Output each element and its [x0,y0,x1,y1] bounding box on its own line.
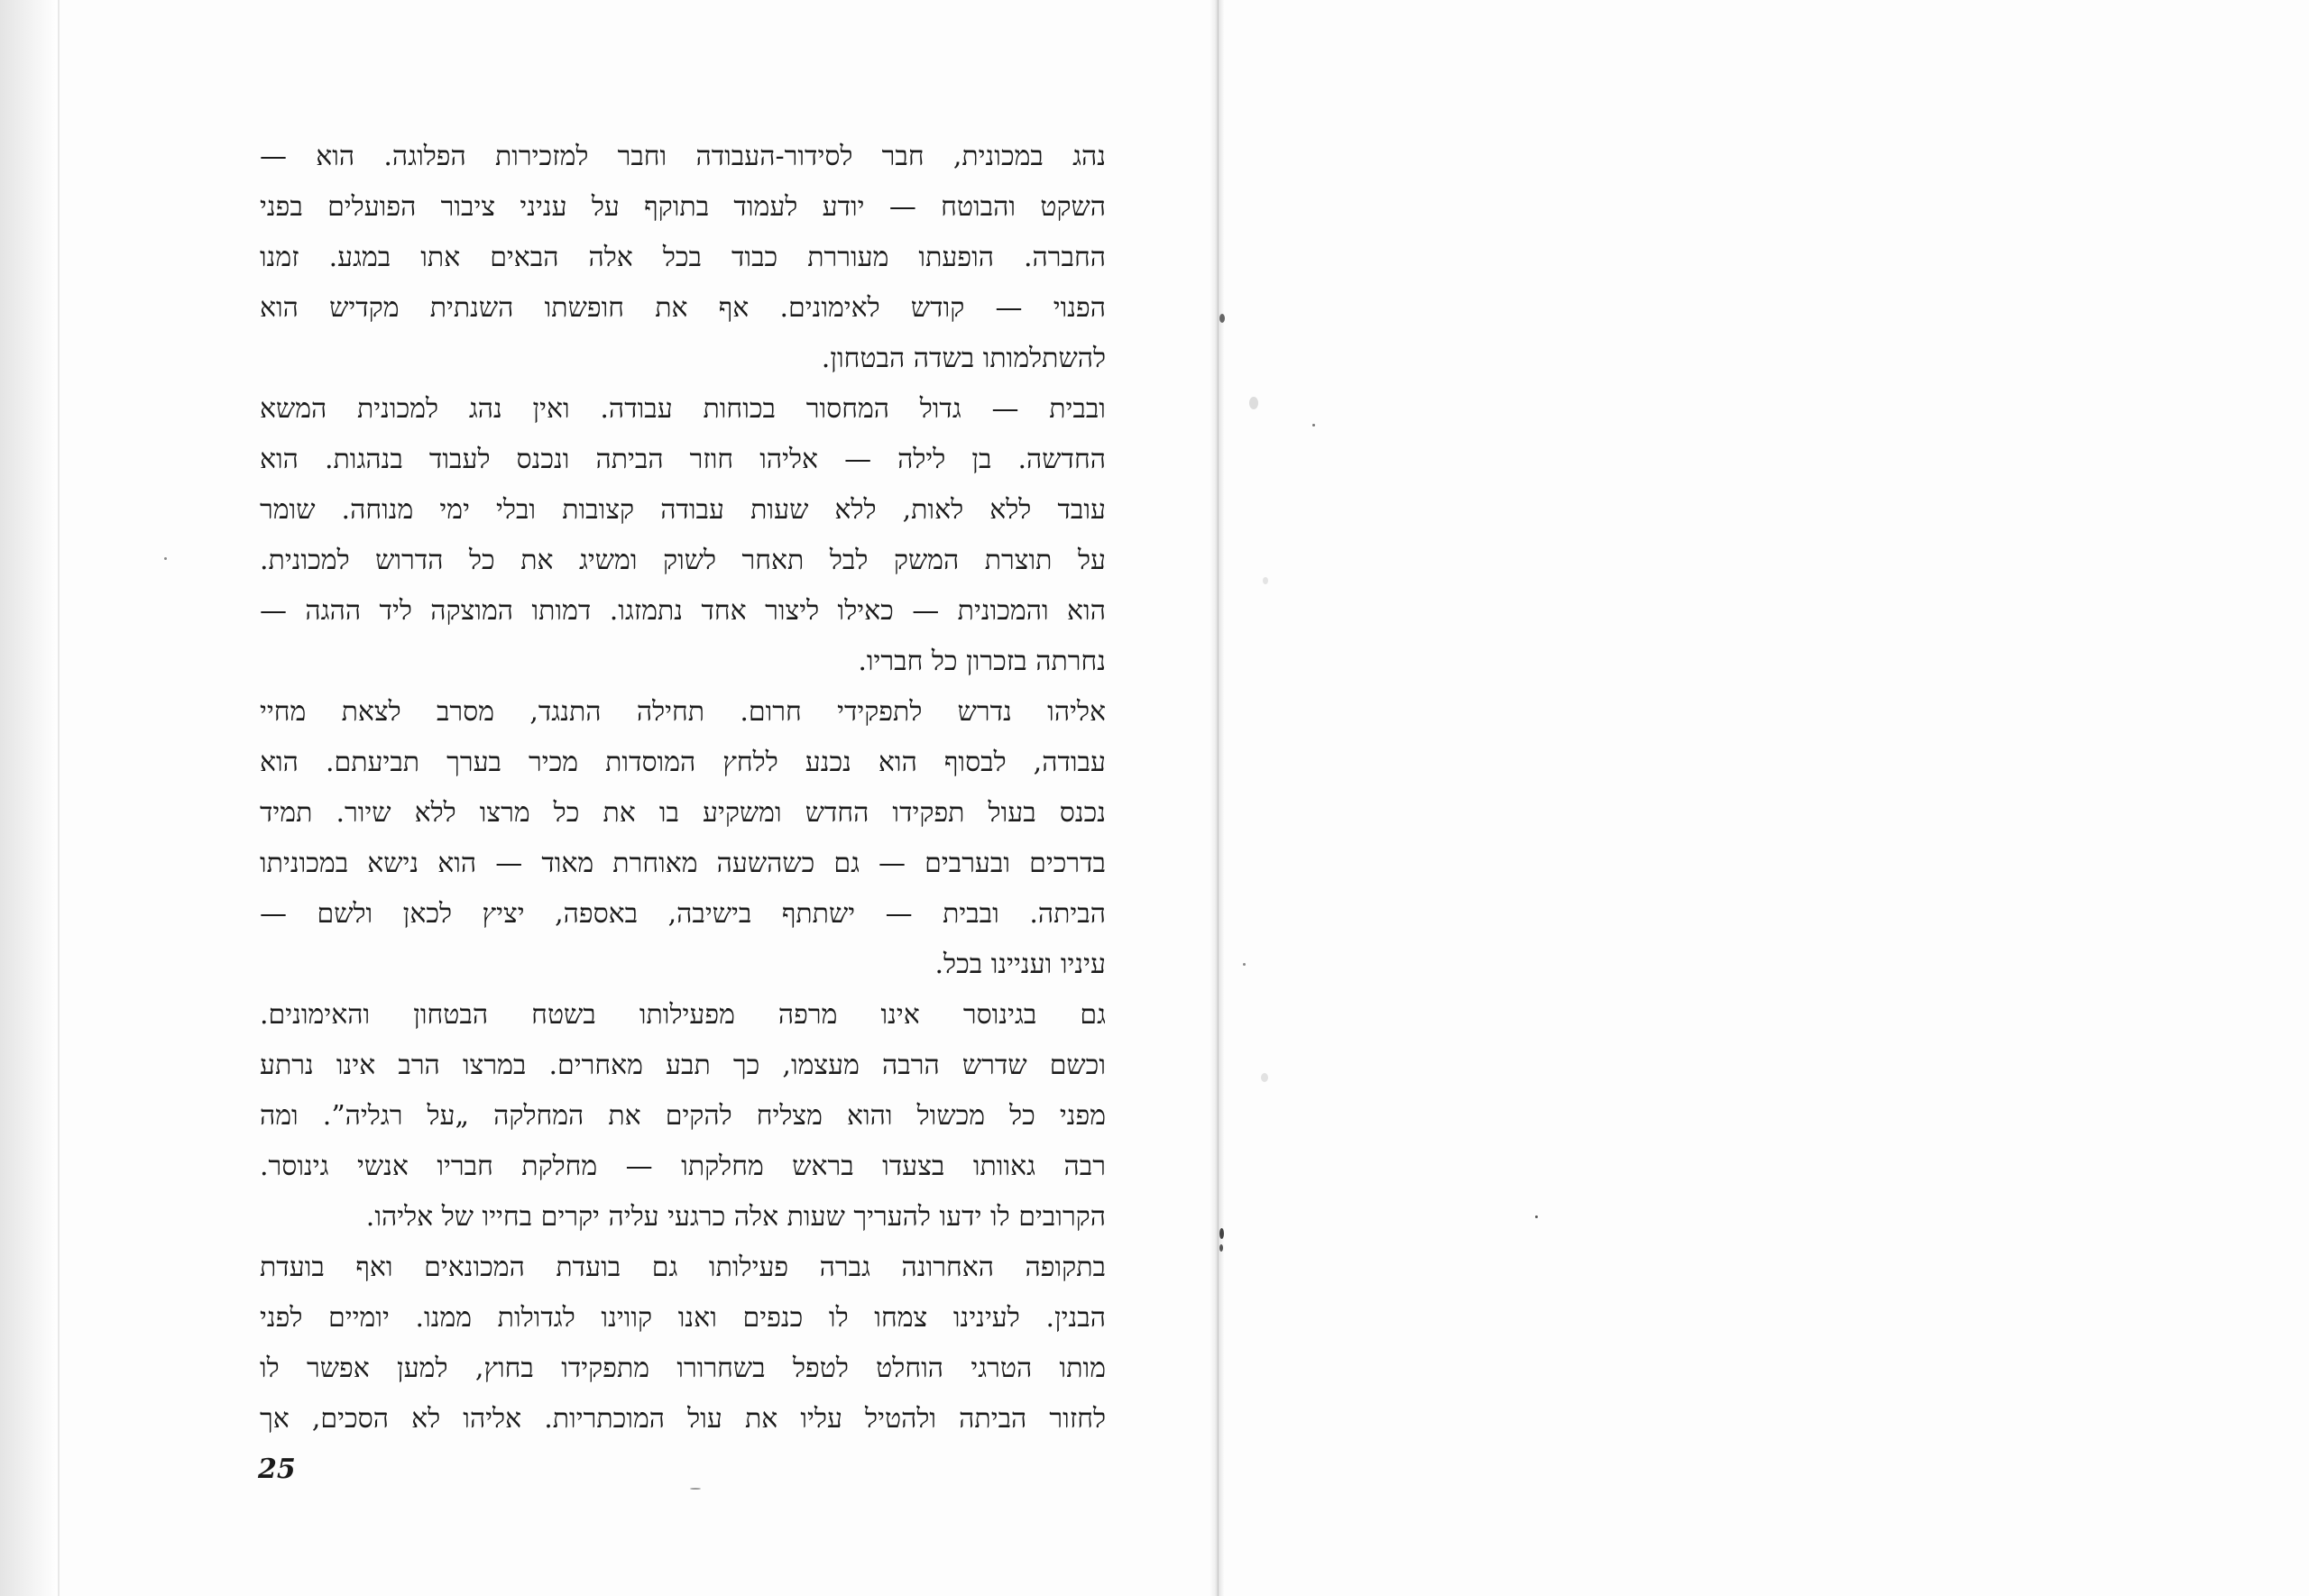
scan-speck [1219,1228,1224,1239]
text-line: עיניו ועניינו בכל. [934,949,1106,980]
text-line: על תוצרת המשק לבל תאחר לשוק ומשיג את כל הדרוש למכונית. [260,545,1106,576]
paragraph [260,132,1106,384]
scan-speck [1261,1073,1268,1082]
body-text [260,132,1106,1445]
text-line: הקרובים לו ידעו להעריך שעות אלה כרגעי עליה יקרים בחייו של אליהו. [365,1201,1106,1233]
text-line: ובבית — גדול המחסור בכוחות עבודה. ואין נהג למכונית המשא [260,393,1106,425]
text-line: לחזור הביתה ולהטיל עליו את עול המוכתריות. אליהו לא הסכים, אך [260,1403,1106,1435]
left-page-edge-line [58,0,60,1596]
text-line: נהג במכונית, חבר לסידור-העבודה וחבר למזכירות הפלוגה. הוא — [260,141,1106,172]
text-line: הוא והמכונית — כאילו ליצור אחד נתמזגו. דמותו המוצקה ליד ההגה — [260,595,1106,627]
text-line: הביתה. ובבית — ישתתף בישיבה, באספה, יציץ לכאן ולשם — [260,898,1106,930]
text-line: החברה. הופעתו מעוררת כבוד בכל אלה הבאים אתו במגע. זמנו [260,242,1106,273]
scan-speck [1243,963,1246,966]
book-gutter-shadow [1209,0,1225,1596]
scan-speck [690,1488,701,1490]
text-line: השקט והבוטח — יודע לעמוד בתוקף על עניני ציבור הפועלים בפני [260,191,1106,223]
text-line: להשתלמותו בשדה הבטחון. [821,343,1106,374]
page-number: 25 [258,1454,296,1485]
scan-speck [1535,1215,1538,1218]
text-line: בדרכים ובערבים — גם כשהשעה מאוחרת מאוד — הוא נישא במכוניתו [260,848,1106,879]
paragraph [260,1243,1106,1445]
text-line: מותו הטרגי הוחלט לטפל בשחרורו מתפקידו בחוץ, למען אפשר לו [260,1353,1106,1384]
text-line: עבודה, לבסוף הוא נכנע ללחץ המוסדות מכיר בערך תביעתם. הוא [260,747,1106,778]
paragraph [260,990,1106,1243]
scan-speck [1312,424,1315,427]
text-line: רבה גאוותו בצעדו בראש מחלקתו — מחלקת חבריו אנשי גינוסר. [260,1151,1106,1182]
scan-speck [164,557,167,560]
text-line: החדשה. בן לילה — אליהו חוזר הביתה ונכנס לעבוד בנהגות. הוא [260,444,1106,475]
text-line: נחרתה בזכרון כל חבריו. [858,646,1106,677]
text-line: בתקופה האחרונה גברה פעילותו גם בועדת המכונאים ואף בועדת [260,1252,1106,1283]
text-line: הבנין. לעינינו צמחו לו כנפים ואנו קווינו לגדולות ממנו. יומיים לפני [260,1302,1106,1334]
text-line: וכשם שדרש הרבה מעצמו, כך תבע מאחרים. במרצו הרב אינו נרתע [260,1050,1106,1081]
text-line: מפני כל מכשול והוא מצליח להקים את המחלקה „על רגליה”. ומה [260,1100,1106,1132]
scan-speck [1219,314,1225,323]
text-line: נכנס בעול תפקידו החדש ומשקיע בו את כל מרצו ללא שיור. תמיד [260,797,1106,829]
scan-speck [1219,1244,1223,1252]
text-line: אליהו נדרש לתפקידי חרום. תחילה התנגד, מסרב לצאת מחיי [260,696,1106,728]
text-line: עובד ללא לאות, ללא שעות עבודה קצובות ובלי ימי מנוחה. שומר [260,494,1106,526]
scan-speck [1249,397,1258,409]
book-gutter-line [1218,0,1219,1596]
scan-speck [1263,577,1268,584]
left-page-edge-shadow [0,0,58,1596]
text-line: גם בגינוסר אינו מרפה מפעילותו בשטח הבטחון והאימונים. [260,999,1106,1031]
paragraph [260,687,1106,990]
text-line: הפנוי — קודש לאימונים. אף את חופשתו השנתית מקדיש הוא [260,292,1106,324]
paragraph [260,384,1106,687]
